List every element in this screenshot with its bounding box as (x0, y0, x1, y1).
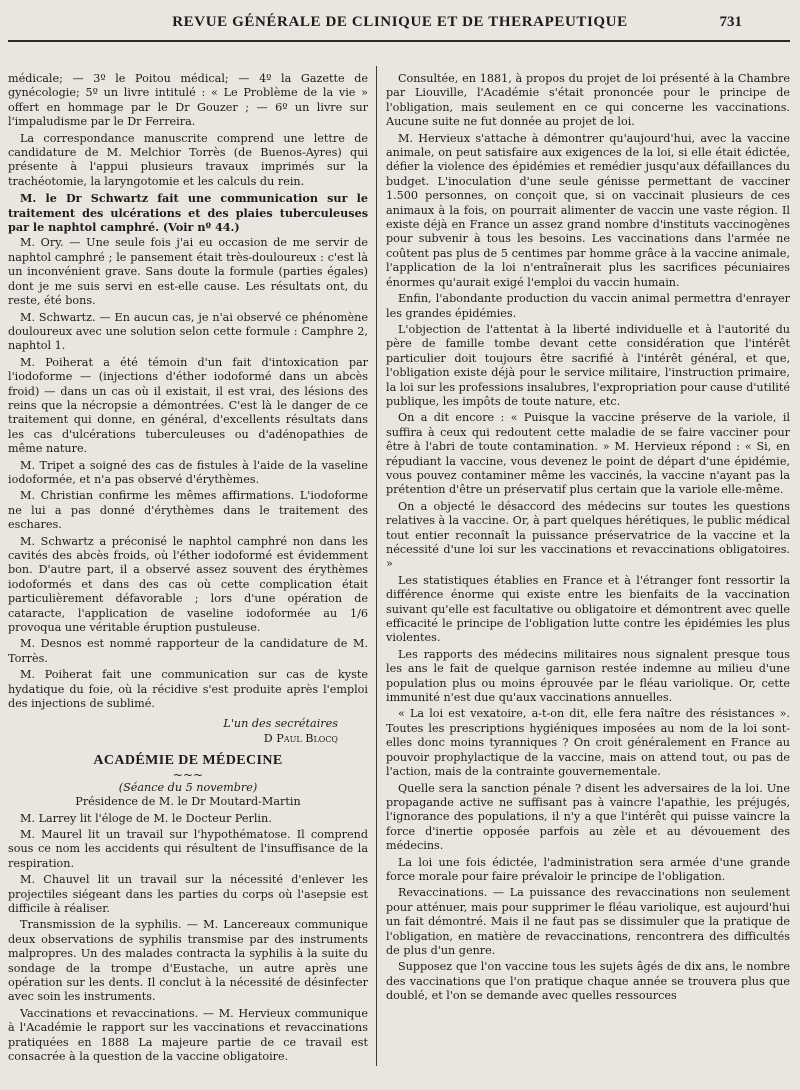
left-column (8, 72, 368, 1064)
header-rule (8, 40, 790, 42)
paragraph: médicale; — 3º le Poitou médical; — 4º la Gazette de gynécologie; 5º un livre intitulé : « Le Problème de la vie » offert en hommage par le Dr Gouzer ; — 6º un livre sur l'impaludisme par le Dr Ferreira. (8, 72, 368, 129)
paragraph: La correspondance manuscrite comprend une lettre de candidature de M. Melchior Torrès (de Buenos-Ayres) qui présente à l'appui plusieurs travaux imprimés sur la trachéotomie, la laryngotomie et les calculs du rein. (8, 131, 368, 188)
paragraph: M. Hervieux s'attache à démontrer qu'aujourd'hui, avec la vaccine animale, on peut satisfaire aux exigences de la loi, si elle était édictée, défier la violence des épidémies et remédier jusqu'aux défaillances du budget. L'inoculation d'une seule génisse permettant de vacciner 1.500 personnes, on conçoit que, si on vaccinait plusieurs de ces animaux à la fois, on pourrait alimenter de vaccin une vaste région. Il existe déjà en France un assez grand nombre d'instituts vaccinogènes pour subvenir à tous les besoins. Les vaccinations dans l'armée ne coûtent pas plus de 5 centimes par homme grâce à la vaccine animale, l'application de la loi n'entraînerait plus les sacrifices pécuniaires énormes qu'aurait exigé l'emploi du vaccin humain. (386, 131, 790, 289)
paragraph: M. Poiherat a été témoin d'un fait d'intoxication par l'iodoforme — (injections d'éther iodoformé dans un abcès froid) — dans un cas où il existait, il est vrai, des lésions des reins que la nécropsie a démontrées. C'est là le danger de ce traitement qui donne, en général, d'excellents résultats dans les cas d'ulcérations tuberculeuses ou d'adénopathies de même nature. (8, 355, 368, 456)
paragraph: Les statistiques établies en France et à l'étranger font ressortir la différence énorme qui existe entre les bienfaits de la vaccination suivant qu'elle est facultative ou obligatoire et démontrent avec quelle efficacité le principe de l'obligation lutte contre les épidémies les plus violentes. (386, 573, 790, 645)
paragraph: M. Chauvel lit un travail sur la nécessité d'enlever les projectiles siégeant dans les parties du corps où l'asepsie est difficile à réaliser. (8, 873, 368, 915)
paragraph: Transmission de la syphilis. — M. Lancereaux communique deux observations de syphilis transmise par des instruments malpropres. Un des malades contracta la syphilis à la suite du sondage de la trompe d'Eustache, un autre après une opération sur les dents. Il conclut à la nécessité de désinfecter avec soin les instruments. (8, 918, 368, 1004)
paragraph: Vaccinations et revaccinations. — M. Hervieux communique à l'Académie le rapport sur les vaccinations et revaccinations pratiquées en 1888 La majeure partie de ce travail est consacrée à la question de la vaccine obligatoire. (8, 1006, 368, 1063)
right-column (386, 72, 790, 1004)
signature-name: D Paul Blocq (263, 731, 338, 745)
paragraph: M. Christian confirme les mêmes affirmations. L'iodoforme ne lui a pas donné d'érythèmes dans le traitement des eschares. (8, 489, 368, 532)
paragraph: Les rapports des médecins militaires nous signalent presque tous les ans le fait de quelque garnison restée indemne au milieu d'une population plus ou moins éprouvée par le fléau variolique. Or, cette immunité n'est due qu'aux vaccinations annuelles. (386, 647, 790, 705)
paragraph: M. Desnos est nommé rapporteur de la candidature de M. Torrès. (8, 637, 368, 665)
ornament-icon: ~~~ (172, 767, 204, 782)
paragraph: Quelle sera la sanction pénale ? disent les adversaires de la loi. Une propagande active ne suffisant pas à vaincre l'apathie, les préjugés, l'ignorance des populations, il n'y a que l'intérêt qui puisse vaincre la force d'inertie opposée parfois au zèle et au dévouement des médecins. (386, 781, 790, 853)
paragraph: La loi une fois édictée, l'administration sera armée d'une grande force morale pour faire prévaloir le principe de l'obligation. (386, 855, 790, 883)
paragraph: M. Tripet a soigné des cas de fistules à l'aide de la vaseline iodoformée, et n'a pas observé d'érythèmes. (8, 458, 368, 486)
paragraph: On a dit encore : « Puisque la vaccine préserve de la variole, il suffira à ceux qui redoutent cette maladie de se faire vacciner pour être à l'abri de toute contamination. » M. Hervieux répond : « Si, en répudiant la vaccine, vous devenez le point de départ d'une épidémie, vous pouvez contaminer même les vaccinés, la vaccine n'ayant pas la prétention d'être un préservatif plus certain que la variole elle-même. (386, 411, 790, 497)
paragraph: Supposez que l'on vaccine tous les sujets âgés de dix ans, le nombre des vaccinations que l'on pratique chaque année se trouvera plus que doublé, et l'on se demande avec quelles ressources (386, 960, 790, 1003)
session-date: (Séance du 5 novembre) (118, 780, 258, 794)
signature-role: L'un des secrétaires (223, 717, 338, 731)
paragraph: M. Schwartz. — En aucun cas, je n'ai observé ce phénomène douloureux avec une solution selon cette formule : Camphre 2, naphtol 1. (8, 310, 368, 353)
paragraph: L'objection de l'attentat à la liberté individuelle et à l'autorité du père de famille tombe devant cette considération que l'intérêt particulier doit toujours être sacrifié à l'intérêt général, et que, l'obligation existe déjà pour le service militaire, l'instruction primaire, la loi sur les professions insalubres, l'expropriation pour cause d'utilité publique, les impôts de toute nature, etc. (386, 322, 790, 408)
paragraph: Consultée, en 1881, à propos du projet de loi présenté à la Chambre par Liouville, l'Académie s'était prononcée pour le principe de l'obligation, mais seulement en ce qui concerne les vaccinations. Aucune suite ne fut donnée au projet de loi. (386, 72, 790, 129)
paragraph: On a objecté le désaccord des médecins sur toutes les questions relatives à la vaccine. Or, à part quelques hérétiques, le public médical tout entier reconnaît la puissance préservatrice de la vaccine et la nécessité d'une loi sur les vaccinations et revaccinations obligatoires. » (386, 499, 790, 571)
page-number: 731 (719, 14, 742, 30)
paragraph: M. Ory. — Une seule fois j'ai eu occasion de me servir de naphtol camphré ; le pansement était très-douloureux : c'est là un inconvénient grave. Sans doute la formule (parties égales) dont je me suis servi en est-elle cause. Les résultats ont, du reste, été bons. (8, 236, 368, 308)
paragraph: Revaccinations. — La puissance des revaccinations non seulement pour atténuer, mais pour supprimer le fléau variolique, est aujourd'hui un fait démontré. Mais il ne faut pas se dissimuler que la pratique de l'obligation, en matière de revaccinations, rencontrera des difficultés de plus d'un genre. (386, 886, 790, 957)
paragraph: Enfin, l'abondante production du vaccin animal permettra d'enrayer les grandes épidémies. (386, 292, 790, 320)
paragraph: M. le Dr Schwartz fait une communication sur le traitement des ulcérations et des plaies tuberculeuses par le naphtol camphré. (Voir nº 44.) (8, 191, 368, 235)
presidence-line: Présidence de M. le Dr Moutard-Martin (75, 795, 301, 809)
section-title: ACADÉMIE DE MÉDECINE (93, 753, 283, 769)
paragraph: M. Schwartz a préconisé le naphtol camphré non dans les cavités des abcès froids, où l'éther iodoformé est évidemment bon. D'autre part, il a observé assez souvent des érythèmes iodoformés et dans des cas où cette complication était particulièrement défavorable ; lors d'une opération de cataracte, l'application de vaseline iodoformée au 1/6 provoqua une véritable éruption pustuleuse. (8, 534, 368, 635)
paragraph: M. Maurel lit un travail sur l'hypothématose. Il comprend sous ce nom les accidents qui résultent de l'insuffisance de la respiration. (8, 827, 368, 870)
paragraph: M. Poiherat fait une communication sur cas de kyste hydatique du foie, où la récidive s'est produite après l'emploi des injections de sublimé. (8, 668, 368, 711)
paragraph: « La loi est vexatoire, a-t-on dit, elle fera naître des résistances ». Toutes les prescriptions hygiéniques imposées au nom de la loi sont-elles donc moins tyranniques ? On croit généralement en France au pouvoir prophylactique de la vaccine, mais on attend tout, ou pas de l'action, mais de la contrainte gouvernementale. (386, 707, 790, 779)
running-header (0, 14, 800, 38)
column-divider (376, 66, 377, 1066)
paragraph: M. Larrey lit l'éloge de M. le Docteur Perlin. (20, 811, 272, 825)
journal-title: REVUE GÉNÉRALE DE CLINIQUE ET DE THERAPEUTIQUE (172, 14, 628, 30)
